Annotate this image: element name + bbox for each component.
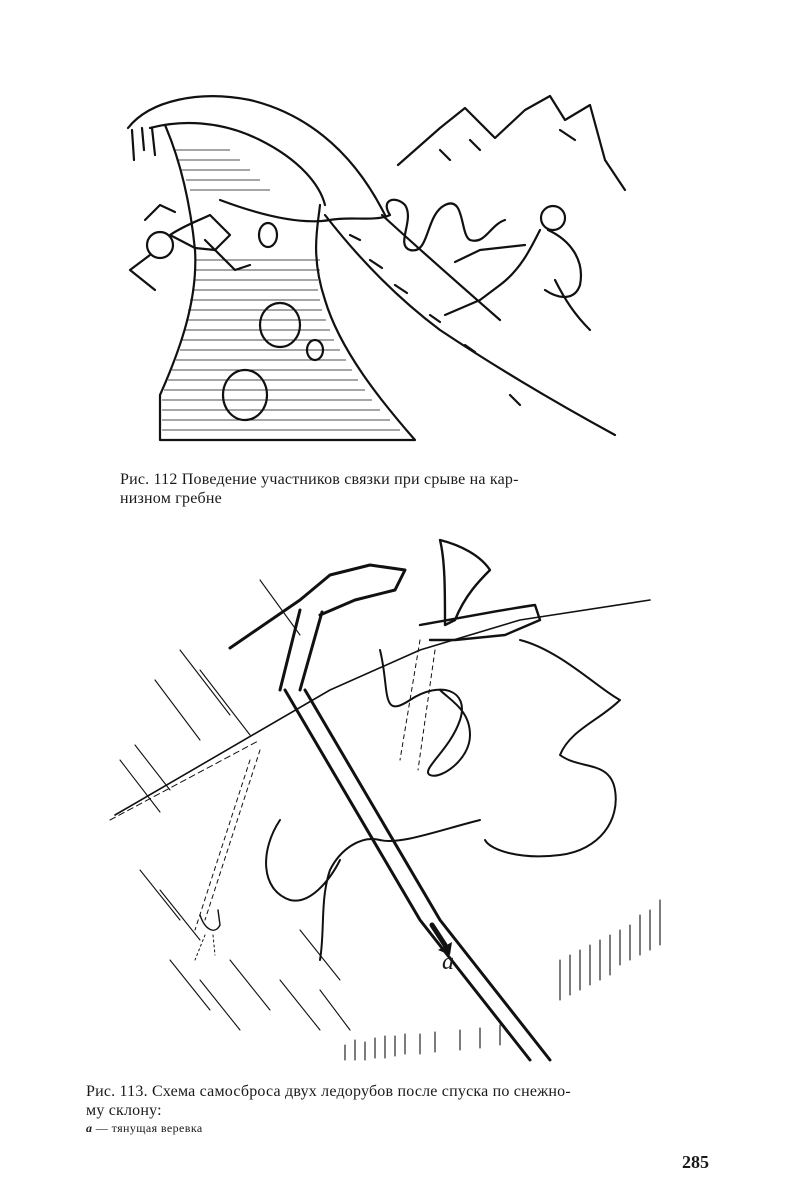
figure-112-illustration bbox=[0, 0, 809, 460]
belaying-climber bbox=[445, 206, 590, 330]
pulling-rope bbox=[266, 640, 620, 960]
figure-113-caption bbox=[86, 1082, 686, 1120]
rope-label-a: а bbox=[442, 949, 454, 975]
page-number: 285 bbox=[682, 1152, 709, 1172]
legend-text: — тянущая веревка bbox=[92, 1121, 203, 1135]
figure-113-caption-line1: Рис. 113. Схема самосброса двух ледорубов после спуска по снежно- bbox=[86, 1083, 571, 1100]
figure-112-caption-line1: Рис. 112 Поведение участников связки при срыве на кар- bbox=[120, 471, 519, 488]
cornice-outline bbox=[128, 96, 385, 215]
rock-face bbox=[160, 125, 415, 440]
figure-113-legend bbox=[86, 1121, 203, 1136]
ice-axe-2 bbox=[420, 540, 540, 640]
figure-112-caption-line2: низном гребне bbox=[120, 490, 222, 507]
figure-113-caption-line2: му склону: bbox=[86, 1102, 162, 1119]
mountain-range bbox=[398, 96, 625, 190]
figure-112-caption bbox=[120, 470, 640, 508]
ice-axe-1 bbox=[230, 565, 550, 1060]
figure-113-illustration bbox=[0, 530, 809, 1070]
snow-ridge bbox=[115, 600, 650, 815]
legend-mark: а bbox=[86, 1121, 93, 1135]
